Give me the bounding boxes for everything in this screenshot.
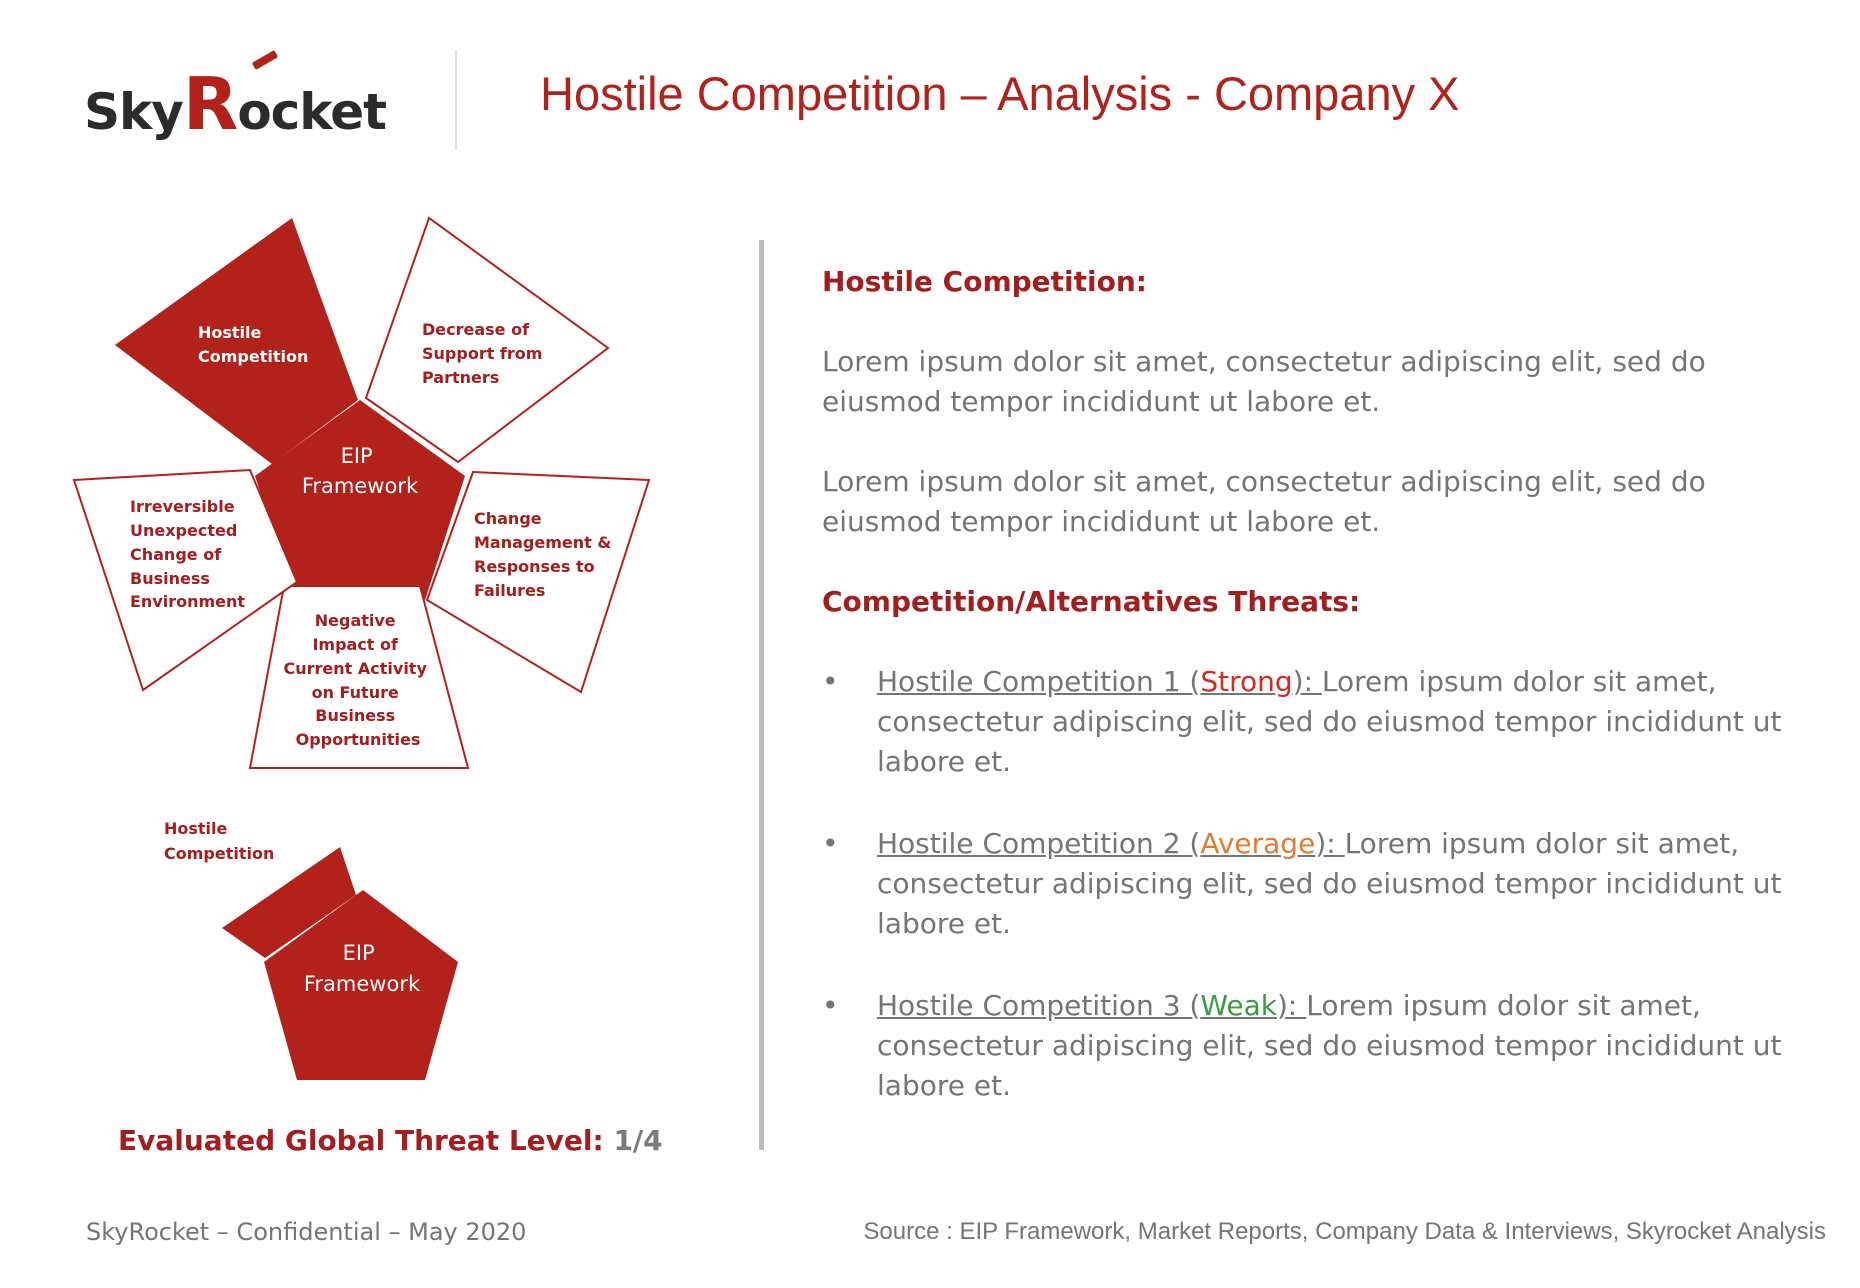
strength-badge-average: Average xyxy=(1200,827,1316,860)
list-item xyxy=(822,662,1822,782)
change-line2: Management & xyxy=(474,533,612,552)
competitor-description: Lorem ipsum dolor sit amet, consectetur adipiscing elit, sed do eiusmod tempor incididunt ut labore et. xyxy=(877,665,1782,778)
threat-level-value: 1/4 xyxy=(613,1124,663,1157)
vertical-divider xyxy=(759,240,764,1150)
threat-level-label: Evaluated Global Threat Level: xyxy=(118,1124,604,1157)
petal-decrease-support xyxy=(366,218,608,462)
heading-competition-threats: Competition/Alternatives Threats: xyxy=(822,585,1361,618)
competitor-label: Hostile Competition 1 (Strong): xyxy=(877,665,1322,698)
competitor-description: Lorem ipsum dolor sit amet, consectetur adipiscing elit, sed do eiusmod tempor incididunt ut labore et. xyxy=(877,989,1782,1102)
hostile-line2: Competition xyxy=(198,347,309,366)
strength-badge-strong: Strong xyxy=(1200,665,1293,698)
bullet-dot: • xyxy=(822,665,839,698)
strength-badge-weak: Weak xyxy=(1200,989,1277,1022)
small-segment-label xyxy=(164,819,274,863)
decrease-line1: Decrease of xyxy=(422,320,530,339)
competitor-label: Hostile Competition 2 (Average): xyxy=(877,827,1345,860)
negative-line4: on Future xyxy=(311,683,399,702)
change-line4: Failures xyxy=(474,581,546,600)
bullet-dot: • xyxy=(822,827,839,860)
decrease-line2: Support from xyxy=(422,344,543,363)
small-label-line2: Competition xyxy=(164,844,275,863)
hostile-line1: Hostile xyxy=(198,323,262,342)
irreversible-line5: Environment xyxy=(130,592,246,611)
irreversible-line3: Change of xyxy=(130,545,222,564)
footer-source: Source : EIP Framework, Market Reports, Company Data & Interviews, Skyrocket Analysis xyxy=(863,1218,1826,1245)
small-label-line1: Hostile xyxy=(164,819,228,838)
negative-line1: Negative xyxy=(314,611,396,630)
page-title: Hostile Competition – Analysis - Company X xyxy=(540,67,1460,120)
change-line1: Change xyxy=(474,509,542,528)
irreversible-line1: Irreversible xyxy=(130,497,235,516)
competitor-description: Lorem ipsum dolor sit amet, consectetur adipiscing elit, sed do eiusmod tempor incididunt ut labore et. xyxy=(877,827,1782,940)
change-line3: Responses to xyxy=(474,557,595,576)
logo-wordmark: SkyRocket xyxy=(84,62,387,146)
center-label-line2: Framework xyxy=(301,474,419,498)
eip-framework-diagram xyxy=(0,0,760,1110)
analysis-text-panel xyxy=(822,262,1822,1148)
negative-line6: Opportunities xyxy=(295,730,421,749)
list-item xyxy=(822,824,1822,944)
irreversible-line4: Business xyxy=(130,569,210,588)
small-center-line2: Framework xyxy=(303,972,421,996)
negative-line2: Impact of xyxy=(312,635,398,654)
negative-line3: Current Activity xyxy=(283,659,427,678)
threat-list xyxy=(822,662,1822,1106)
heading-hostile-competition: Hostile Competition: xyxy=(822,265,1147,298)
negative-line5: Business xyxy=(315,706,396,725)
irreversible-line2: Unexpected xyxy=(130,521,238,540)
footer-confidential: SkyRocket – Confidential – May 2020 xyxy=(86,1218,527,1246)
competitor-label: Hostile Competition 3 (Weak): xyxy=(877,989,1307,1022)
decrease-line3: Partners xyxy=(422,368,500,387)
small-center-line1: EIP xyxy=(342,941,375,965)
paragraph-1: Lorem ipsum dolor sit amet, consectetur adipiscing elit, sed do eiusmod tempor incididunt ut labore et. xyxy=(822,345,1706,418)
list-item xyxy=(822,986,1822,1106)
paragraph-2: Lorem ipsum dolor sit amet, consectetur adipiscing elit, sed do eiusmod tempor incididunt ut labore et. xyxy=(822,465,1706,538)
bullet-dot: • xyxy=(822,989,839,1022)
threat-level xyxy=(118,1124,663,1157)
center-label-line1: EIP xyxy=(340,444,373,468)
